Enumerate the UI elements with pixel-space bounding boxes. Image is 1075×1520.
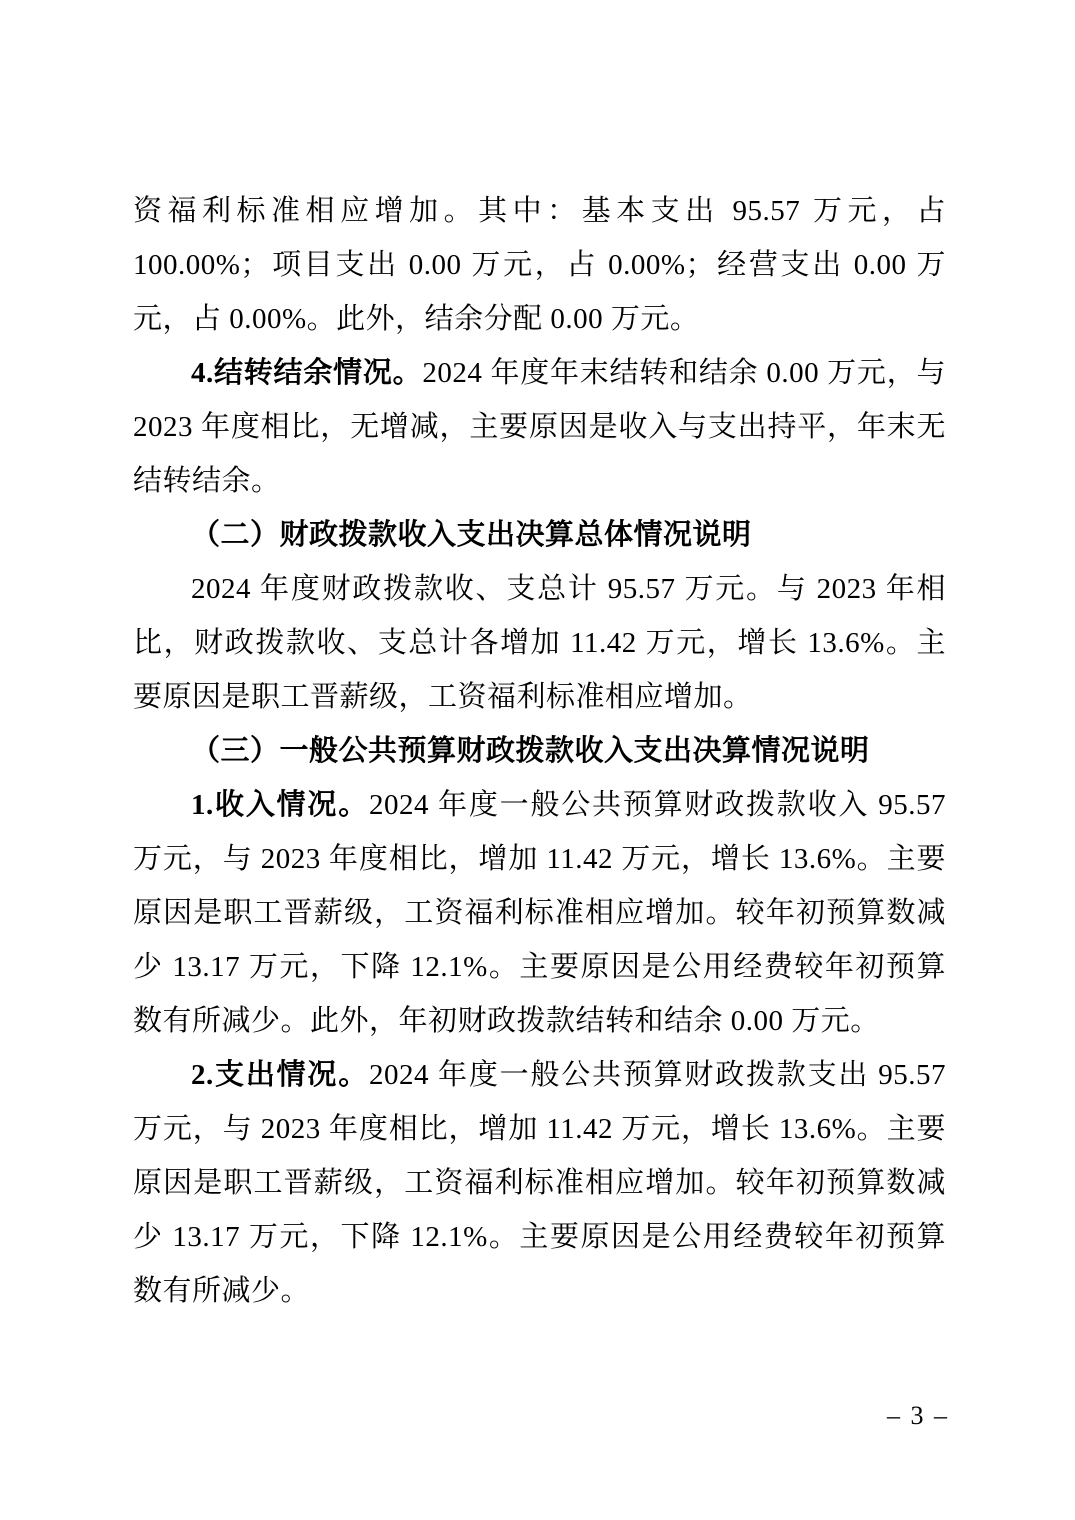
paragraph-income (133, 778, 946, 1048)
document-body (133, 184, 946, 1318)
paragraph-continuation (133, 184, 946, 346)
paragraph-carryover (133, 346, 946, 508)
paragraph-continuation-text: 资福利标准相应增加。其中：基本支出 95.57 万元，占 100.00%；项目支出 0.00 万元，占 0.00%；经营支出 0.00 万元，占 0.00%。此外，结余分配 0.00 万元。 (133, 195, 946, 335)
section-heading-general-budget-text: （三）一般公共预算财政拨款收入支出决算情况说明 (191, 735, 870, 767)
paragraph-carryover-lead: 4.结转结余情况。 (191, 357, 423, 389)
paragraph-expense-text: 2024 年度一般公共预算财政拨款支出 95.57 万元，与 2023 年度相比，增加 11.42 万元，增长 13.6%。主要原因是职工晋薪级，工资福利标准相应增加。较年初预算数减少 13.17 万元，下降 12.1%。主要原因是公用经费较年初预算数有所减少。 (133, 1059, 946, 1307)
section-heading-fiscal (133, 508, 946, 562)
section-heading-general-budget (133, 724, 946, 778)
section-heading-fiscal-text: （二）财政拨款收入支出决算总体情况说明 (191, 519, 752, 551)
paragraph-fiscal-total (133, 562, 946, 724)
paragraph-income-lead: 1.收入情况。 (191, 789, 370, 821)
paragraph-carryover-text: 2024 年度年末结转和结余 0.00 万元，与 2023 年度相比，无增减，主要原因是收入与支出持平，年末无结转结余。 (133, 357, 946, 497)
paragraph-expense-lead: 2.支出情况。 (191, 1059, 370, 1091)
page-number-text: – 3 – (887, 1401, 949, 1430)
paragraph-fiscal-total-text: 2024 年度财政拨款收、支总计 95.57 万元。与 2023 年相比，财政拨款收、支总计各增加 11.42 万元，增长 13.6%。主要原因是职工晋薪级，工资福利标准相应增加。 (133, 573, 946, 713)
page-number (887, 1400, 949, 1432)
paragraph-income-text: 2024 年度一般公共预算财政拨款收入 95.57 万元，与 2023 年度相比，增加 11.42 万元，增长 13.6%。主要原因是职工晋薪级，工资福利标准相应增加。较年初预算数减少 13.17 万元，下降 12.1%。主要原因是公用经费较年初预算数有所减少。此外，年初财政拨款结转和结余 0.00 万元。 (133, 789, 946, 1037)
paragraph-expense (133, 1048, 946, 1318)
